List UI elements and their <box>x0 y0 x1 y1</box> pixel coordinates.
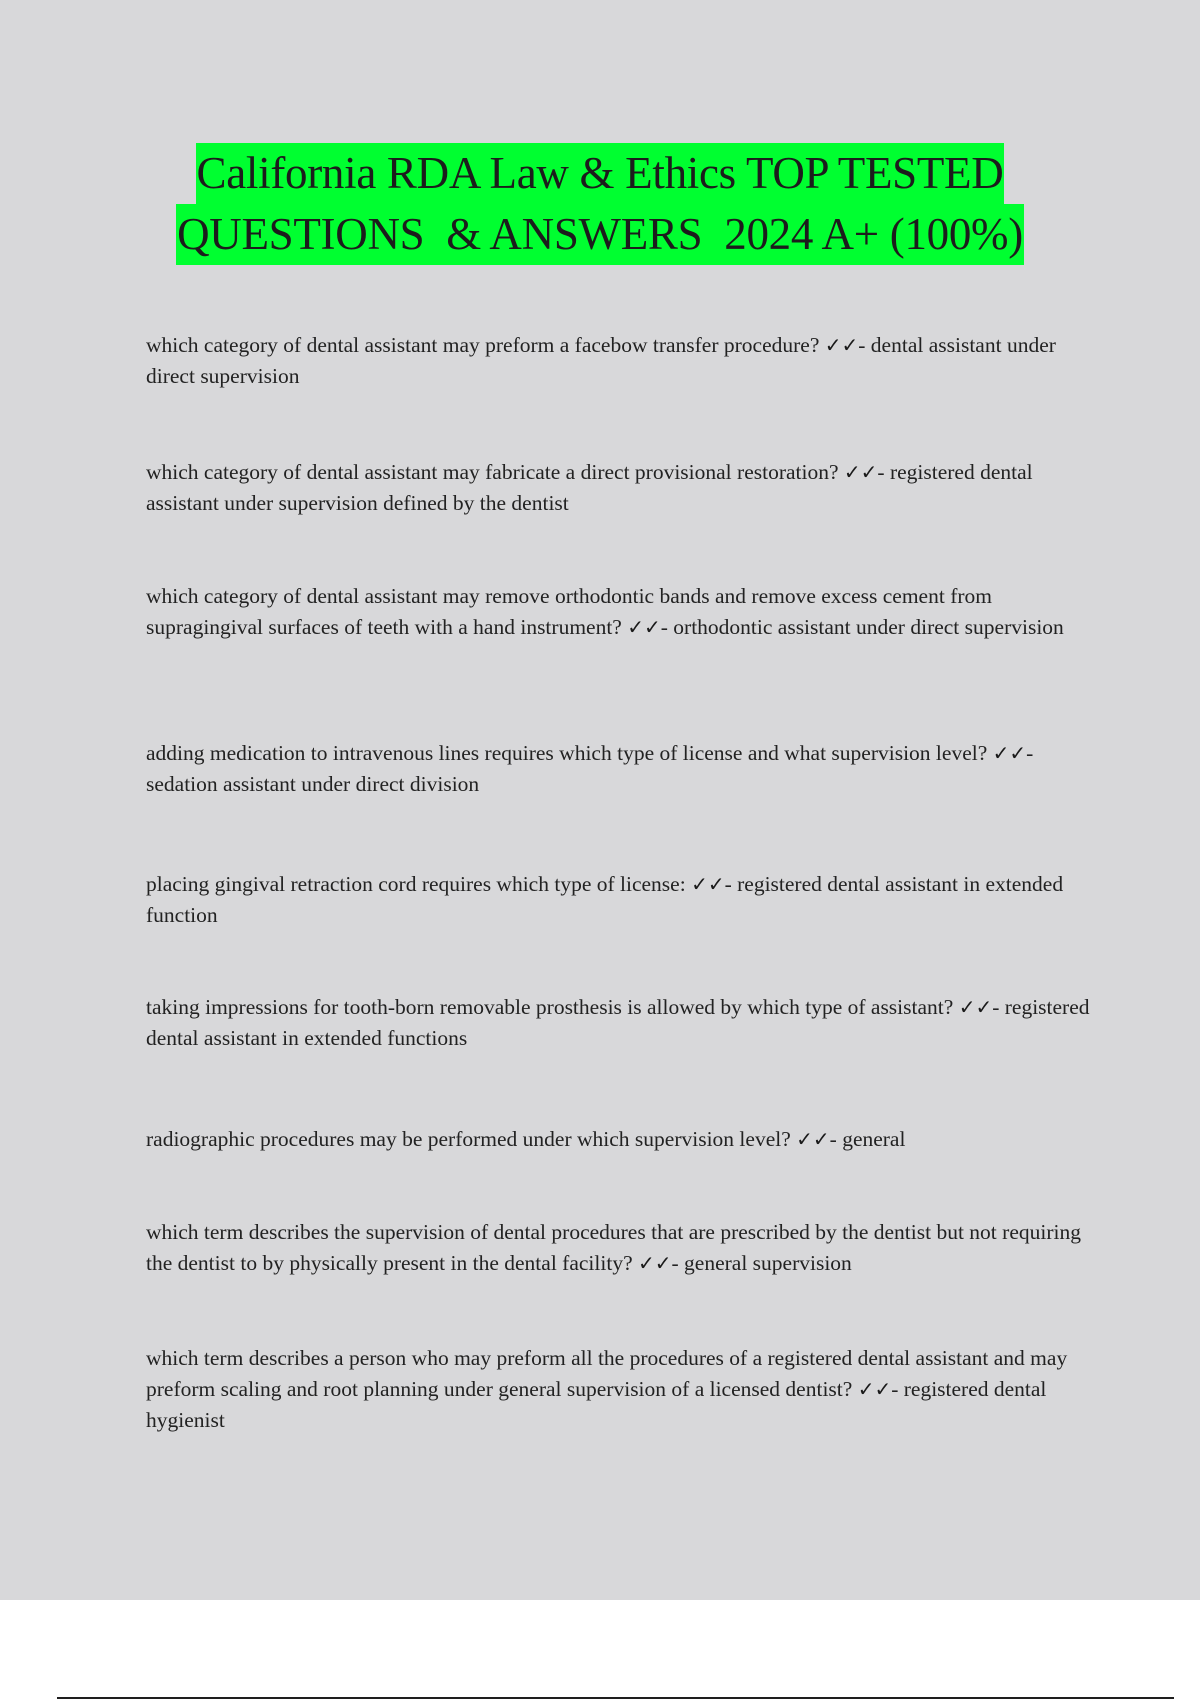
answer-text: - registered dental assistant under supervision defined by the dentist <box>146 460 1033 515</box>
qa-item <box>146 1124 1096 1155</box>
qa-item <box>146 1343 1096 1436</box>
answer-text: - registered dental hygienist <box>146 1377 1047 1432</box>
title-line-2: QUESTIONS & ANSWERS 2024 A+ (100%) <box>176 204 1024 265</box>
page-divider <box>57 1697 1174 1699</box>
double-check-icon: ✓✓ <box>627 615 661 639</box>
answer-text: - dental assistant under direct supervision <box>146 333 1056 388</box>
double-check-icon: ✓✓ <box>857 1377 892 1401</box>
answer-text: - registered dental assistant in extended functions <box>146 995 1090 1050</box>
question-text: placing gingival retraction cord requires which type of license: <box>146 872 686 896</box>
answer-text: - general <box>829 1127 906 1151</box>
qa-item <box>146 869 1096 931</box>
qa-item <box>146 330 1096 392</box>
answer-text: - orthodontic assistant under direct supervision <box>660 615 1064 639</box>
qa-item <box>146 1217 1096 1279</box>
question-text: radiographic procedures may be performed under which supervision level? <box>146 1127 791 1151</box>
qa-item <box>146 992 1096 1054</box>
document-title <box>0 143 1200 265</box>
qa-item <box>146 581 1096 643</box>
double-check-icon: ✓✓ <box>843 460 878 484</box>
qa-item <box>146 457 1096 519</box>
question-text: which term describes a person who may preform all the procedures of a registered dental assistant and may preform scaling and root planning under general supervision of a licensed dentist? <box>146 1346 1068 1401</box>
double-check-icon: ✓✓ <box>992 741 1027 765</box>
question-text: adding medication to intravenous lines requires which type of license and what supervision level? <box>146 741 988 765</box>
title-line-1: California RDA Law & Ethics TOP TESTED <box>196 143 1005 204</box>
double-check-icon: ✓✓ <box>691 872 725 896</box>
answer-text: - sedation assistant under direct division <box>146 741 1034 796</box>
double-check-icon: ✓✓ <box>824 333 859 357</box>
question-text: which category of dental assistant may fabricate a direct provisional restoration? <box>146 460 839 484</box>
double-check-icon: ✓✓ <box>796 1127 830 1151</box>
double-check-icon: ✓✓ <box>958 995 993 1019</box>
question-text: which category of dental assistant may remove orthodontic bands and remove excess cement from supragingival surfaces of teeth with a hand instrument? <box>146 584 992 639</box>
question-text: taking impressions for tooth-born removable prosthesis is allowed by which type of assistant? <box>146 995 954 1019</box>
question-text: which term describes the supervision of dental procedures that are prescribed by the dentist but not requiring the dentist to by physically present in the dental facility? <box>146 1220 1081 1275</box>
answer-text: - registered dental assistant in extended function <box>146 872 1064 927</box>
answer-text: - general supervision <box>671 1251 852 1275</box>
question-text: which category of dental assistant may preform a facebow transfer procedure? <box>146 333 820 357</box>
double-check-icon: ✓✓ <box>637 1251 672 1275</box>
qa-item <box>146 738 1096 800</box>
